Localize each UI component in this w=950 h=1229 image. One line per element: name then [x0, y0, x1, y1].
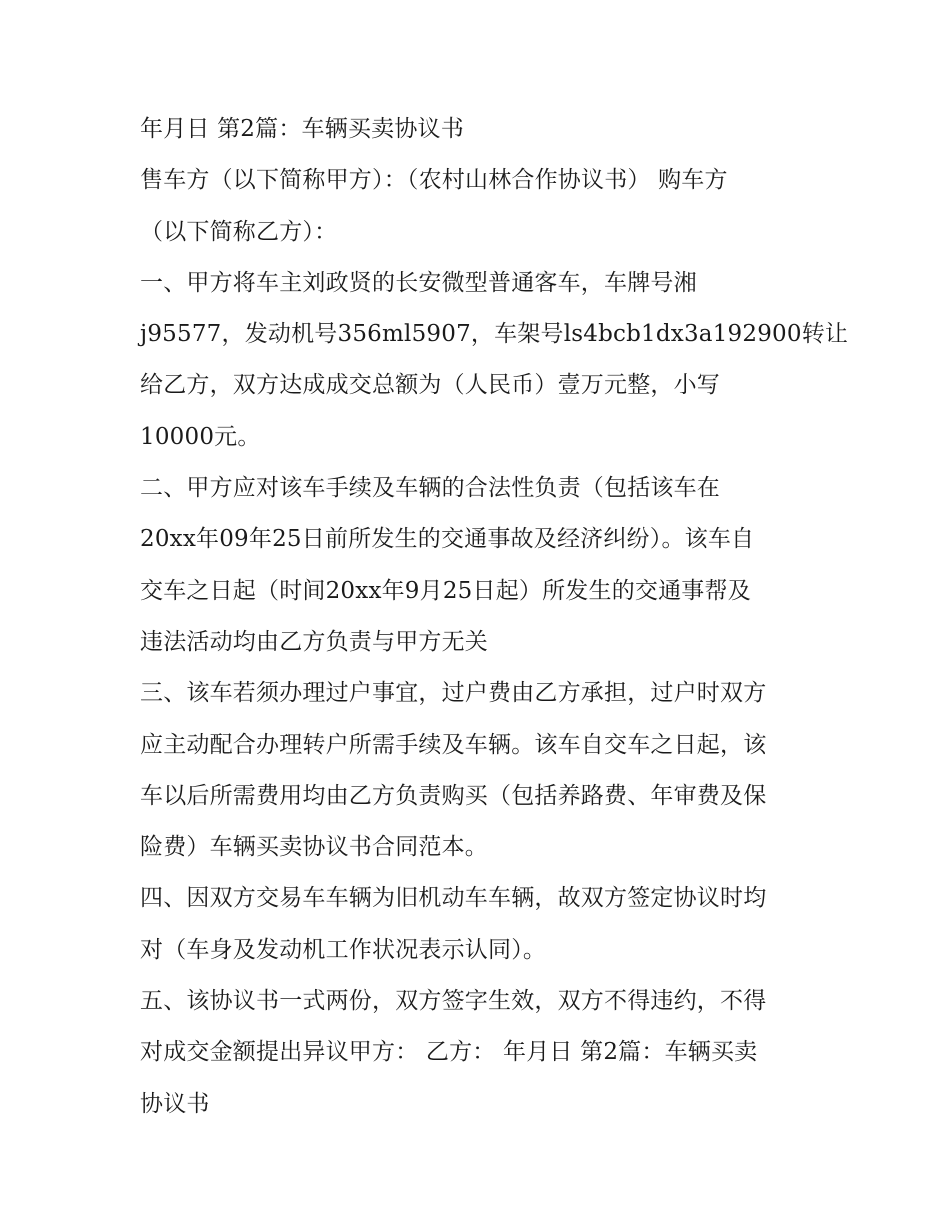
clause-1-line-3: 给乙方，双方达成成交总额为（人民币）壹万元整，小写 [140, 372, 720, 399]
clause-2-line-3: 交车之日起（时间20xx年9月25日起）所发生的交通事帮及 [140, 577, 751, 604]
clause-4-line-1: 四、因双方交易车车辆为旧机动车车辆，故双方签定协议时均 [140, 885, 767, 912]
clause-2-line-1: 二、甲方应对该车手续及车辆的合法性负责（包括该车在 [140, 475, 720, 502]
clause-3-line-2: 应主动配合办理转户所需手续及车辆。该车自交车之日起，该 [140, 731, 767, 758]
clause-1-line-2: j95577，发动机号356ml5907，车架号ls4bcb1dx3a192900转让 [140, 321, 849, 348]
clause-5-line-1: 五、该协议书一式两份，双方签字生效，双方不得违约，不得 [140, 988, 767, 1015]
clause-5-line-2: 对成交金额提出异议甲方： 乙方： 年月日 第2篇：车辆买卖 [140, 1039, 758, 1066]
buyer-abbrev-line: （以下简称乙方）： [140, 218, 338, 245]
clause-4-line-2: 对（车身及发动机工作状况表示认同）。 [140, 936, 547, 963]
clause-1-line-4: 10000元。 [140, 423, 261, 450]
clause-2-line-2: 20xx年09年25日前所发生的交通事故及经济纠纷）。该车自 [140, 526, 755, 553]
clause-5-line-3: 协议书 [140, 1090, 210, 1117]
heading-line: 年月日 第2篇：车辆买卖协议书 [140, 116, 464, 142]
clause-3-line-1: 三、该车若须办理过户事宜，过户费由乙方承担，过户时双方 [140, 680, 767, 707]
clause-1-line-1: 一、甲方将车主刘政贤的长安微型普通客车，车牌号湘 [140, 269, 697, 296]
seller-buyer-line: 售车方（以下简称甲方）：（农村山林合作协议书） 购车方 [140, 167, 728, 194]
clause-2-line-4: 违法活动均由乙方负责与甲方无关 [140, 628, 488, 655]
clause-3-line-4: 险费）车辆买卖协议书合同范本。 [140, 834, 488, 861]
clause-3-line-3: 车以后所需费用均由乙方负责购买（包括养路费、年审费及保 [140, 782, 767, 809]
document-body [140, 104, 849, 1130]
